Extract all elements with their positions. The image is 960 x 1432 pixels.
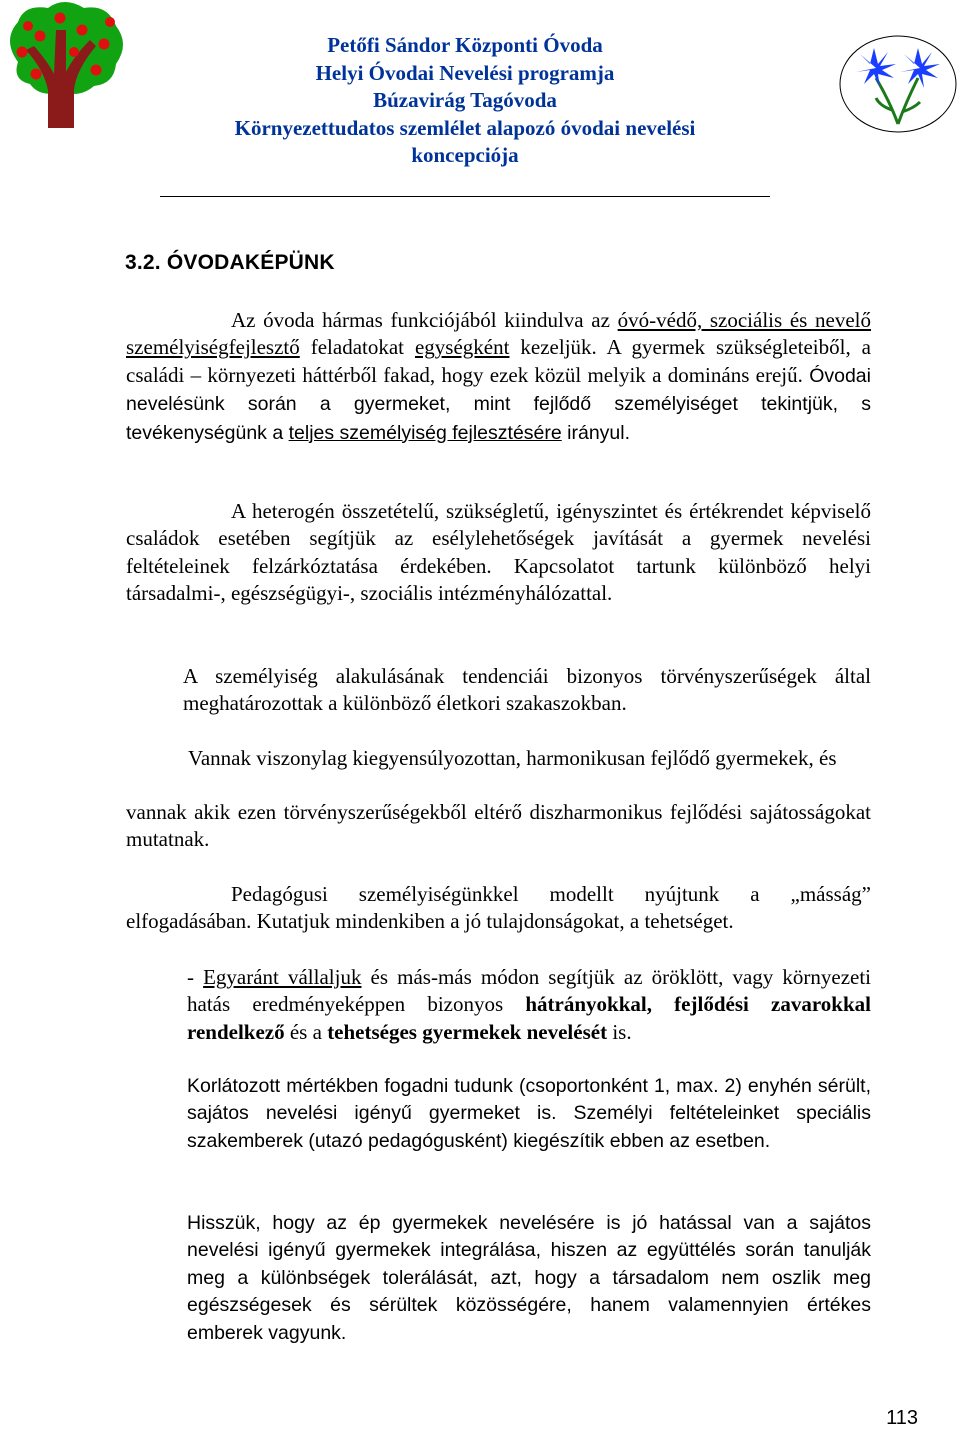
paragraph-text: Hisszük, hogy az ép gyermekek nevelésére is jó hatással van a sajátos nevelési igényű gyermekek integrálása, hiszen az együttélés során tanulják meg a különbségek tolerálását, azt, hogy a társadalom nem oszlik meg egészségesek és sérültek közösségére, hanem valamennyien értékes emberek vagyunk.: [187, 1212, 871, 1344]
paragraph-text: Vannak viszonylag kiegyensúlyozottan, harmonikusan fejlődő gyermekek, és: [188, 746, 837, 770]
paragraph-heterogeneous-families: [126, 498, 871, 608]
paragraph-disharmonic-children: [126, 799, 871, 854]
underlined-text: teljes személyiség fejlesztésére: [288, 421, 562, 444]
paragraph-otherness: [126, 881, 871, 936]
paragraph-text: A heterogén összetételű, szükségletű, igényszintet és értékrendet képviselő családok esetében segítjük az esélylehetőségek javítását a gyermek nevelési feltételeinek felzárkóztatása érdekében. Kapcsolatot tartunk különböző helyi társadalmi-, egészségügyi-, szociális intézményhálózattal.: [126, 499, 871, 606]
text-span: Óvodai nevelésünk során a gyermeket, mint fejlődő személyiséget tekintjük, s tevékenységünk a: [126, 364, 871, 444]
bold-text: tehetséges gyermekek nevelését: [327, 1019, 608, 1044]
header-branch: Búzavirág Tagóvoda: [373, 88, 557, 112]
paragraph-limited-admission: [187, 1073, 871, 1155]
text-span: is.: [607, 1019, 632, 1044]
paragraph-commitment: [187, 964, 871, 1046]
cornflower-logo: [836, 32, 960, 136]
header-program: Helyi Óvodai Nevelési programja: [315, 60, 615, 85]
text-span: és más-más módon segítjük az öröklött, vagy környezeti hatás eredményeképpen bizonyos: [187, 965, 871, 1017]
text-span: feladatokat: [299, 335, 415, 360]
header-institution: Petőfi Sándor Központi Óvoda: [327, 33, 603, 57]
paragraph-text: Pedagógusi személyiségünkkel modellt nyújtunk a „másság” elfogadásában. Kutatjuk mindenkiben a jó tulajdonságokat, a tehetséget.: [126, 882, 871, 934]
header-divider: [160, 196, 770, 197]
apple-tree-logo: [0, 0, 130, 132]
paragraph-text: vannak akik ezen törvényszerűségekből eltérő diszharmonikus fejlődési sajátosságokat mutatnak.: [126, 800, 871, 852]
bold-text: hátrányokkal, fejlődési zavarokkal rendelkező: [187, 992, 871, 1044]
section-heading: 3.2. ÓVODAKÉPÜNK: [125, 251, 335, 274]
header-concept-cont: koncepciója: [411, 143, 519, 167]
paragraph-balanced-children: [183, 745, 871, 772]
paragraph-text: A személyiség alakulásának tendenciái bizonyos törvényszerűségek által meghatározottak a különböző életkori szakaszokban.: [183, 664, 871, 716]
underlined-text: Egyaránt vállaljuk: [203, 965, 362, 989]
paragraph-integration: [187, 1210, 871, 1347]
text-span: Az óvoda hármas funkciójából kiindulva az: [231, 308, 618, 332]
underlined-text: egységként: [414, 335, 510, 360]
paragraph-text: Korlátozott mértékben fogadni tudunk (csoportonként 1, max. 2) enyhén sérült, sajátos nevelési igényű gyermeket is. Személyi feltételeinket speciális szakemberek (utazó pedagógusként) kiegészítik ebben az esetben.: [187, 1075, 871, 1152]
page-number: 113: [886, 1407, 918, 1429]
paragraph-kindergarten-image: [126, 307, 871, 447]
underlined-text: óvó-védő, szociális és nevelő személyiségfejlesztő: [126, 308, 872, 360]
list-dash: -: [187, 965, 204, 989]
paragraph-personality-tendencies: [183, 663, 871, 718]
text-span: irányul.: [561, 421, 631, 444]
document-header: [160, 32, 770, 170]
text-span: és a: [284, 1019, 328, 1044]
text-span: kezeljük. A gyermek szükségleteiből, a családi – környezeti háttérből fakad, hogy ezek közül melyik a domináns erejű.: [126, 335, 871, 387]
header-concept: Környezettudatos szemlélet alapozó óvodai nevelési: [234, 115, 696, 140]
